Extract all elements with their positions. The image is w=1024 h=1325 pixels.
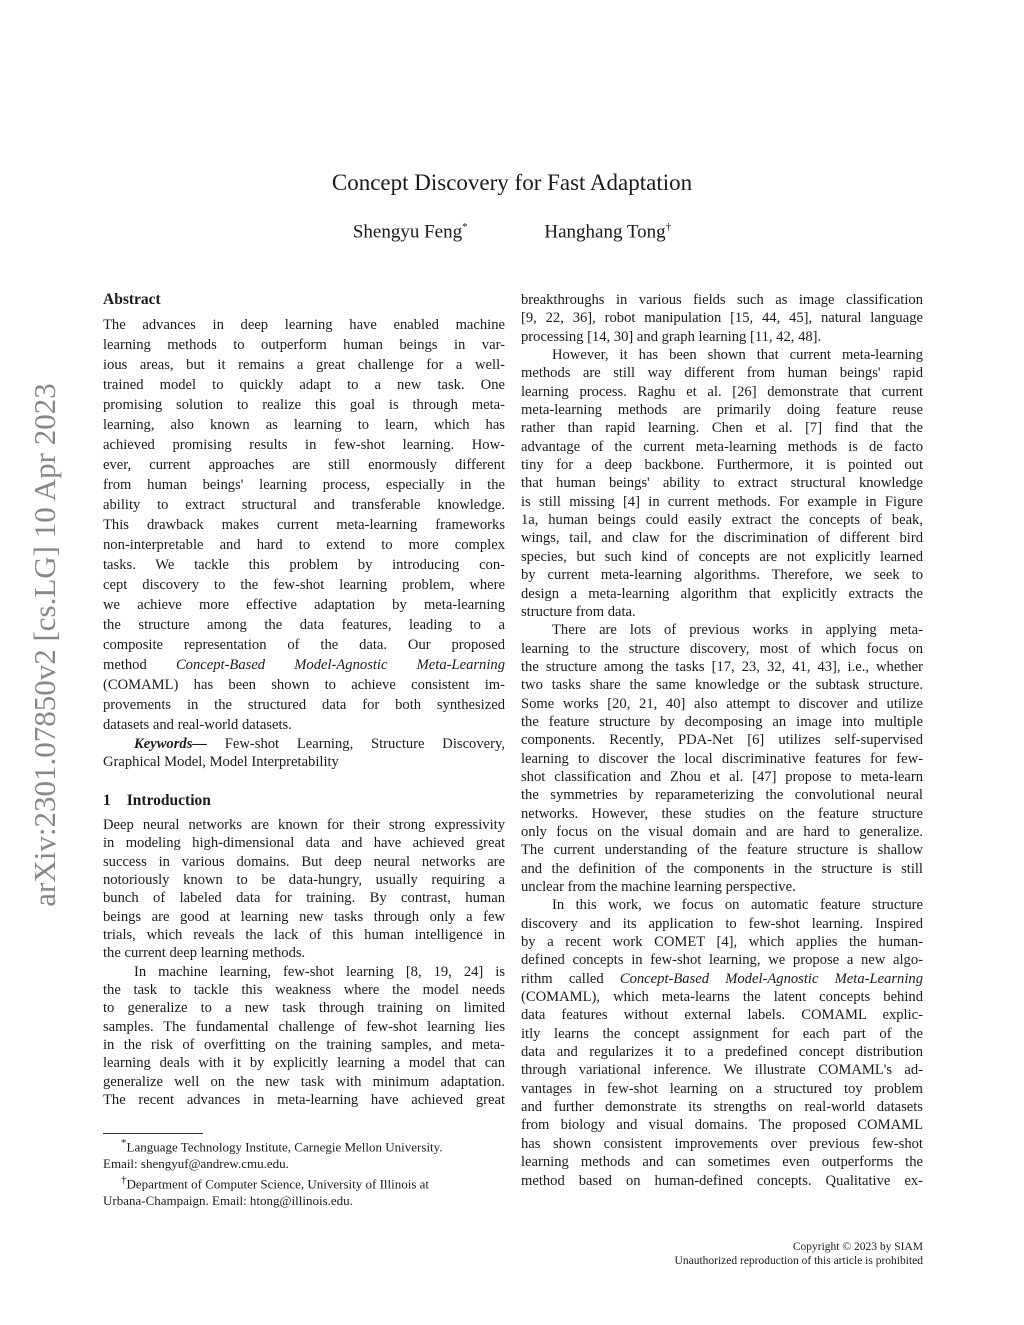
text-line: Some works [20, 21, 40] also attempt to discover and utilize xyxy=(521,695,923,712)
section-number: 1 xyxy=(103,792,111,809)
text-line: learning to discover the local discriminative features for few- xyxy=(521,750,923,767)
text-line: In machine learning, few-shot learning [8, 19, 24] is xyxy=(134,963,505,980)
text-line: generalize well on the new task with minimum adaptation. xyxy=(103,1073,505,1090)
footnote-text: Language Technology Institute, Carnegie Mellon University. xyxy=(126,1139,443,1155)
text-line: 1a, human beings could easily extract the concepts of beak, xyxy=(521,512,923,529)
text-line: defined concepts in few-shot learning, we propose a new algo- xyxy=(521,952,923,969)
text-line: However, it has been shown that current meta-learning xyxy=(552,347,923,364)
text-line: the feature structure by decomposing an image into multiple xyxy=(521,713,923,730)
text-line: ious areas, but it remains a great challenge for a well- xyxy=(103,357,505,373)
text-line: non-interpretable and hard to extend to more complex xyxy=(103,537,505,553)
text-line: discovery and its application to few-shot learning. Inspired xyxy=(521,915,923,932)
text-line: trials, which reveals the lack of this human intelligence in xyxy=(103,927,505,944)
text-line: tiny for a deep backbone. Furthermore, it is pointed out xyxy=(521,457,923,474)
text-line: ability to extract structural and transferable knowledge. xyxy=(103,497,505,513)
text-line: methods are still way different from human beings' rapid xyxy=(521,365,923,382)
text-line: processing [14, 30] and graph learning [11, 42, 48]. xyxy=(521,328,822,345)
text-line: itly learns the concept assignment for each part of the xyxy=(521,1025,923,1042)
author xyxy=(353,221,468,243)
text-line: tasks. We tackle this problem by introducing con- xyxy=(103,557,505,573)
text-line: has shown consistent improvements over previous few-shot xyxy=(521,1135,923,1152)
text-line: samples. The fundamental challenge of few-shot learning lies xyxy=(103,1018,505,1035)
italic-text: Concept-Based Model-Agnostic Meta-Learning xyxy=(619,970,923,987)
author-mark: * xyxy=(462,221,468,233)
footnote: Urbana-Champaign. Email: htong@illinois.edu. xyxy=(103,1193,353,1209)
text-line: shot classification and Zhou et al. [47] propose to meta-learn xyxy=(521,768,923,785)
text-line: This drawback makes current meta-learning frameworks xyxy=(103,517,505,533)
author xyxy=(544,221,671,243)
text-line: from human beings' learning process, especially in the xyxy=(103,477,505,493)
text-line: cept discovery to the few-shot learning problem, where xyxy=(103,577,505,593)
text-line: Deep neural networks are known for their strong expressivity xyxy=(103,817,505,833)
intro-body-right xyxy=(521,291,923,1190)
text-segment: rithm called xyxy=(521,970,620,987)
text-line: [9, 22, 36], robot manipulation [15, 44, 45], natural language xyxy=(521,310,923,327)
text-line: structure from data. xyxy=(521,603,636,620)
text-line: the structure among the tasks [17, 23, 32, 41, 43], i.e., whether xyxy=(521,658,923,675)
text-line: The advances in deep learning have enabled machine xyxy=(103,317,505,333)
intro-section xyxy=(103,792,505,1110)
author-name: Hanghang Tong xyxy=(544,221,666,243)
text-line: There are lots of previous works in applying meta- xyxy=(552,622,923,639)
text-line: components. Recently, PDA-Net [6] utilizes self-supervised xyxy=(521,732,923,749)
text-line: composite representation of the data. Our proposed xyxy=(103,637,505,653)
text-line: bunch of labeled data for training. By contrast, human xyxy=(103,890,505,907)
text-line: learning, also known as learning to learn, which has xyxy=(103,417,505,433)
text-line: The recent advances in meta-learning have achieved great xyxy=(103,1092,505,1109)
text-line: two tasks share the same knowledge or the subtask structure. xyxy=(521,677,923,694)
text-line: (COMAML) has been shown to achieve consistent im- xyxy=(103,677,505,693)
text-line: by a recent work COMET [4], which applies the human- xyxy=(521,934,923,951)
page-footer xyxy=(675,1240,923,1268)
footnote: Email: shengyuf@andrew.cmu.edu. xyxy=(103,1155,289,1171)
text-line: by current meta-learning algorithms. Therefore, we seek to xyxy=(521,567,923,584)
section-title: Introduction xyxy=(126,792,211,809)
text-line xyxy=(521,970,923,988)
text-line: learning to the structure discovery, most of which focus on xyxy=(521,640,923,657)
footnotes xyxy=(103,1133,505,1210)
text-line: from biology and visual domains. The proposed COMAML xyxy=(521,1117,923,1134)
text-line: trained model to quickly adapt to a new task. One xyxy=(103,377,505,393)
keywords-text: Few-shot Learning, Structure Discovery, xyxy=(206,736,505,752)
text-line: data and regularizes it to a predefined concept distribution xyxy=(521,1044,923,1061)
reproduction-notice: Unauthorized reproduction of this article is prohibited xyxy=(674,1255,923,1267)
text-line: learning deals with it by explicitly learning a model that can xyxy=(103,1055,505,1072)
text-line: meta-learning methods are primarily doing feature reuse xyxy=(521,402,923,419)
intro-body-left xyxy=(103,816,505,1110)
footnote xyxy=(103,1135,505,1156)
text-line: to generalize to a new task through training on limited xyxy=(103,1000,505,1017)
copyright-text: Copyright © 2023 by SIAM xyxy=(792,1241,923,1253)
text-line: the structure among the data features, leading to a xyxy=(103,617,505,633)
text-line: In this work, we focus on automatic feature structure xyxy=(552,897,923,914)
keywords-line xyxy=(103,735,505,753)
footnote xyxy=(103,1172,505,1193)
keywords-label: Keywords— xyxy=(134,736,207,752)
footnote-text: Department of Computer Science, University of Illinois at xyxy=(126,1176,430,1192)
text-line: in the risk of overfitting on the training samples, and meta- xyxy=(103,1037,505,1054)
text-line: and further demonstrate its strengths on real-world datasets xyxy=(521,1099,923,1116)
author-name: Shengyu Feng xyxy=(352,221,463,243)
keywords-line: Graphical Model, Model Interpretability xyxy=(103,754,339,770)
abstract-heading: Abstract xyxy=(103,291,161,308)
text-line: notoriously known to be data-hungry, usually requiring a xyxy=(103,872,505,889)
text-segment: method xyxy=(103,657,176,673)
right-column xyxy=(521,291,923,1190)
text-line: unclear from the machine learning perspective. xyxy=(521,879,796,895)
footnote-mark: † xyxy=(121,1174,127,1187)
text-line: we achieve more effective adaptation by meta-learning xyxy=(103,597,505,613)
text-line: species, but such kind of concepts are not explicitly learned xyxy=(521,548,923,565)
abstract-body xyxy=(103,315,505,735)
text-line: learning process. Raghu et al. [26] demonstrate that current xyxy=(521,383,923,400)
text-line: success in various domains. But deep neural networks are xyxy=(103,853,505,870)
text-line: and the definition of the components in the structure is still xyxy=(521,860,923,877)
section-heading xyxy=(103,792,505,810)
text-line: datasets and real-world datasets. xyxy=(103,717,292,733)
arxiv-side-stamp: arXiv:2301.07850v2 [cs.LG] 10 Apr 2023 xyxy=(27,383,62,907)
text-line: beings are good at learning new tasks through only a few xyxy=(103,908,505,925)
text-line: achieved promising results in few-shot learning. How- xyxy=(103,437,505,453)
text-line: data features without external labels. COMAML explic- xyxy=(521,1007,923,1024)
text-line: breakthroughs in various fields such as image classification xyxy=(521,292,923,308)
text-line: the current deep learning methods. xyxy=(103,945,306,962)
text-line: promising solution to realize this goal is through meta- xyxy=(103,397,505,413)
text-line: advantage of the current meta-learning methods is de facto xyxy=(521,438,923,455)
text-line: through variational inference. We illustrate COMAML's ad- xyxy=(521,1062,923,1079)
text-line: (COMAML), which meta-learns the latent concepts behind xyxy=(521,989,923,1006)
paper-title: Concept Discovery for Fast Adaptation xyxy=(331,170,693,195)
text-line: the symmetries by reparameterizing the convolutional neural xyxy=(521,787,923,804)
abstract-section xyxy=(103,291,505,771)
text-line: ever, current approaches are still enormously different xyxy=(103,457,505,473)
text-line: The current understanding of the feature structure is shallow xyxy=(521,842,923,859)
text-line: the task to tackle this weakness where the model needs xyxy=(103,982,505,999)
text-line: only focus on the visual domain and are hard to generalize. xyxy=(521,823,923,840)
text-line: learning methods and can sometimes even outperforms the xyxy=(521,1154,923,1171)
text-line: networks. However, these studies on the feature structure xyxy=(521,805,923,822)
text-line: learning methods to outperform human beings in var- xyxy=(103,337,505,353)
author-list xyxy=(0,221,1024,243)
text-line: that human beings' ability to extract structural knowledge xyxy=(521,475,923,492)
text-line: design a meta-learning algorithm that explicitly extracts the xyxy=(521,585,923,602)
footnote-rule xyxy=(103,1133,203,1134)
author-mark: † xyxy=(665,221,672,233)
text-line: wings, tail, and claw for the discrimination of different bird xyxy=(521,530,923,547)
text-line: method based on human-defined concepts. Qualitative ex- xyxy=(521,1172,923,1189)
footnote-mark: * xyxy=(121,1137,127,1149)
italic-text: Concept-Based Model-Agnostic Meta-Learning xyxy=(175,657,505,673)
text-line: provements in the structured data for both synthesized xyxy=(103,697,505,713)
text-line: vantages in few-shot learning on a structured toy problem xyxy=(521,1080,923,1097)
text-line: rather than rapid learning. Chen et al. [7] find that the xyxy=(521,420,923,437)
text-line xyxy=(103,655,505,675)
text-line: is still missing [4] in current methods. For example in Figure xyxy=(521,493,923,510)
text-line: in modeling high-dimensional data and have achieved great xyxy=(103,835,505,852)
